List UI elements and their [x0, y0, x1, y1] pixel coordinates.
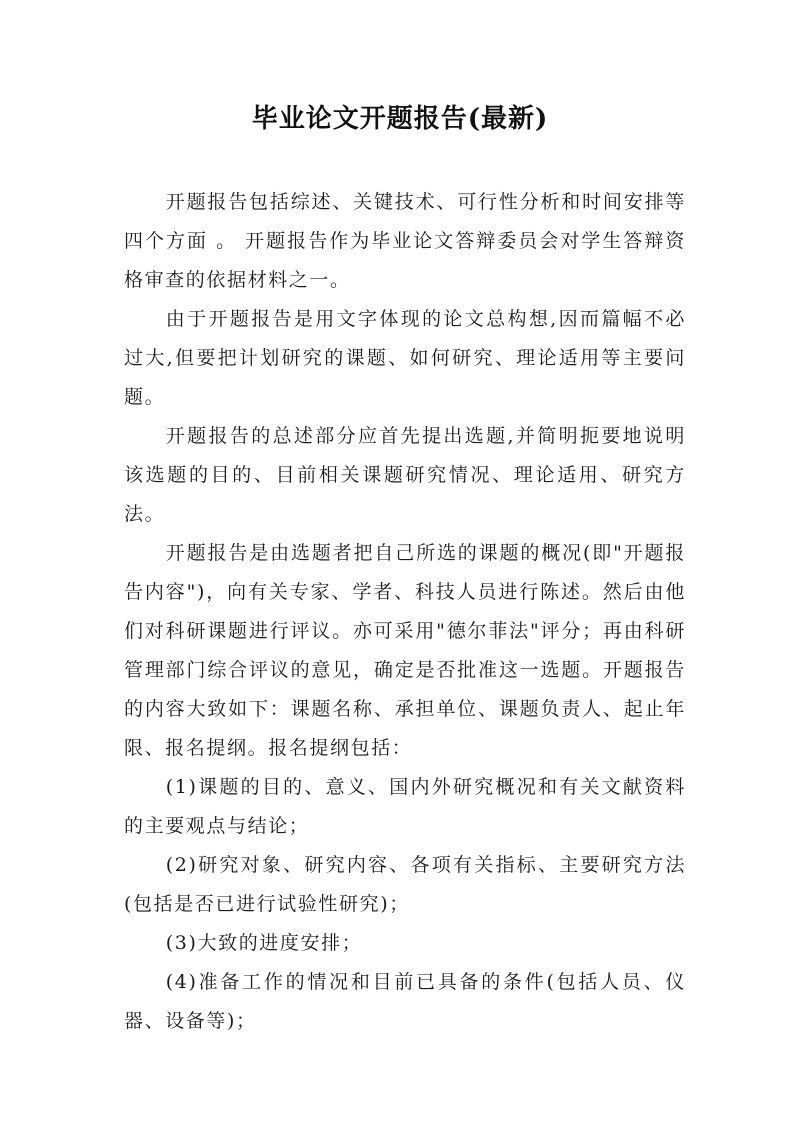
list-item-4: (4)准备工作的情况和目前已具备的条件(包括人员、仪器、设备等)；: [124, 971, 686, 1032]
list-item-2: (2)研究对象、研究内容、各项有关指标、主要研究方法(包括是否已进行试验性研究)；: [124, 854, 686, 915]
list-item-1: (1)课题的目的、意义、国内外研究概况和有关文献资料的主要观点与结论；: [124, 776, 686, 837]
document-title: 毕业论文开题报告(最新): [251, 104, 549, 134]
list-item-3: (3)大致的进度安排；: [165, 932, 363, 954]
paragraph-length: 由于开题报告是用文字体现的论文总构想,因而篇幅不必过大,但要把计划研究的课题、如何研究、理论适用等主要问题。: [124, 308, 686, 408]
paragraph-process: 开题报告是由选题者把自己所选的课题的概况(即"开题报告内容")，向有关专家、学者、科技人员进行陈述。然后由他们对科研课题进行评议。亦可采用"德尔菲法"评分；再由科研管理部门综合评议的意见，确定是否批准这一选题。开题报告的内容大致如下：课题名称、承担单位、课题负责人、起止年限、报名提纲。报名提纲包括：: [124, 542, 686, 759]
paragraph-summary: 开题报告的总述部分应首先提出选题,并简明扼要地说明该选题的目的、目前相关课题研究情况、理论适用、研究方法。: [124, 425, 686, 525]
paragraph-overview: 开题报告包括综述、关键技术、可行性分析和时间安排等四个方面 。 开题报告作为毕业论文答辩委员会对学生答辩资格审查的依据材料之一。: [124, 191, 686, 291]
document-body: [124, 183, 686, 1041]
